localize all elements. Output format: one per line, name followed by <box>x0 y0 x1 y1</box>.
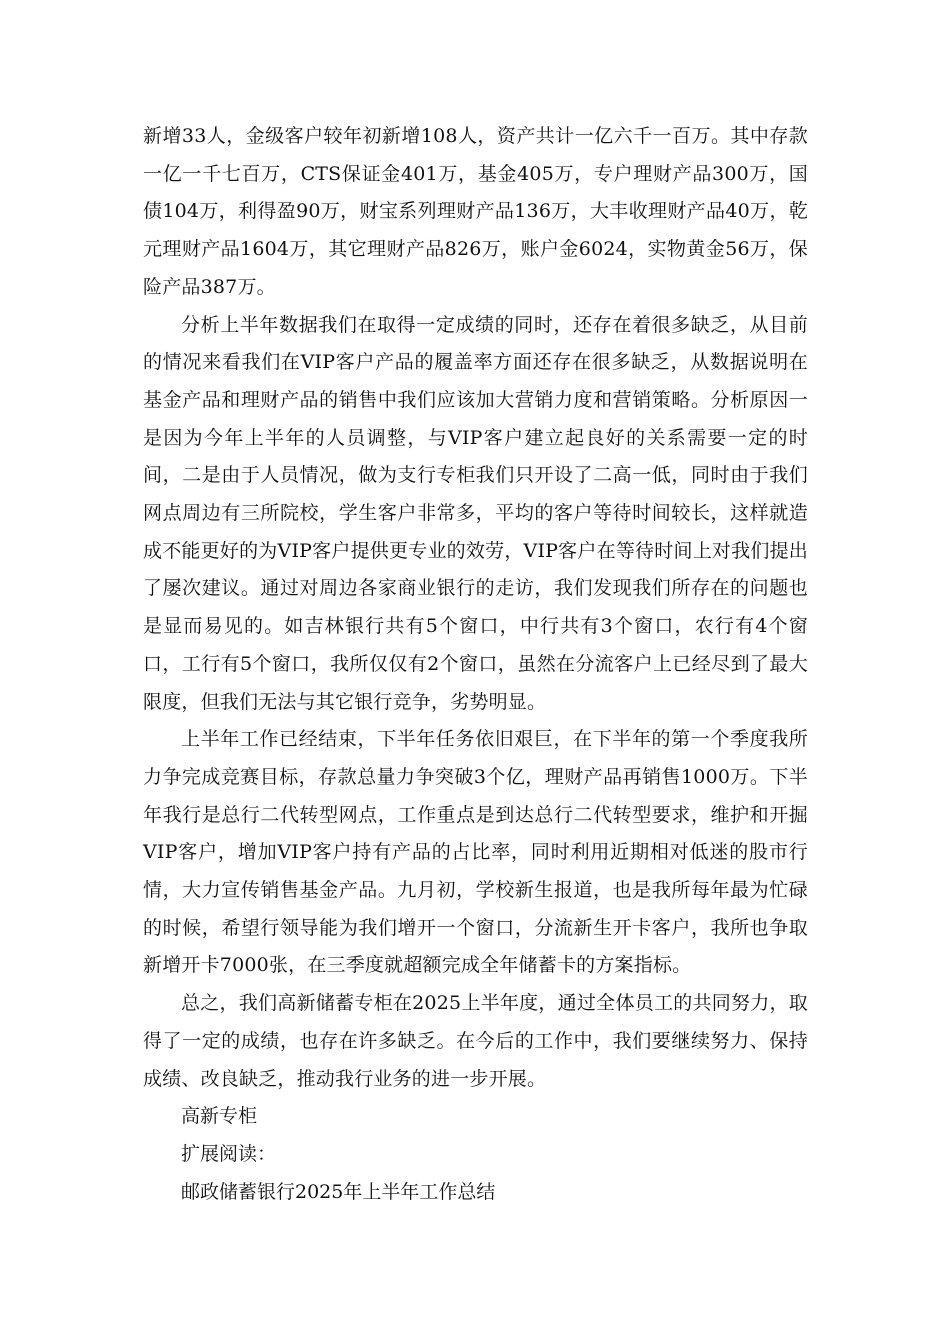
paragraph-analysis: 分析上半年数据我们在取得一定成绩的同时，还存在着很多缺乏，从目前的情况来看我们在VIP客户产品的履盖率方面还存在很多缺乏，从数据说明在基金产品和理财产品的销售中我们应该加大营销力度和营销策略。分析原因一是因为今年上半年的人员调整，与VIP客户建立起良好的关系需要一定的时间，二是由于人员情况，做为支行专柜我们只开设了二高一低，同时由于我们网点周边有三所院校，学生客户非常多，平均的客户等待时间较长，这样就造成不能更好的为VIP客户提供更专业的效劳，VIP客户在等待时间上对我们提出了屡次建议。通过对周边各家商业银行的走访，我们发现我们所存在的问题也是显而易见的。如吉林银行共有5个窗口，中行共有3个窗口，农行有4个窗口，工行有5个窗口，我所仅仅有2个窗口，虽然在分流客户上已经尽到了最大限度，但我们无法与其它银行竞争，劣势明显。 <box>143 313 808 713</box>
paragraph-second-half-plan: 上半年工作已经结束，下半年任务依旧艰巨，在下半年的第一个季度我所力争完成竞赛目标，存款总量力争突破3个亿，理财产品再销售1000万。下半年我行是总行二代转型网点，工作重点是到达总行二代转型要求，维护和开掘VIP客户，增加VIP客户持有产品的占比率，同时利用近期相对低迷的股市行情，大力宣传销售基金产品。九月初，学校新生报道，也是我所每年最为忙碌的时候，希望行领导能为我们增开一个窗口，分流新生开卡客户，我所也争取新增开卡7000张，在三季度就超额完成全年储蓄卡的方案指标。 <box>143 728 808 977</box>
paragraph-conclusion: 总之，我们高新储蓄专柜在2025上半年度，通过全体员工的共同努力，取得了一定的成绩，也存在许多缺乏。在今后的工作中，我们要继续努力、保持成绩、改良缺乏，推动我行业务的进一步开展。 <box>143 992 808 1090</box>
paragraph-assets-summary: 新增33人，金级客户较年初新增108人，资产共计一亿六千一百万。其中存款一亿一千七百万，CTS保证金401万，基金405万，专户理财产品300万，国债104万，利得盈90万，财宝系列理财产品136万，大丰收理财产品40万，乾元理财产品1604万，其它理财产品826万，账户金6024，实物黄金56万，保险产品387万。 <box>143 125 808 298</box>
document-body <box>143 118 808 1211</box>
signature: 高新专柜 <box>181 1105 258 1128</box>
further-reading-label: 扩展阅读： <box>181 1142 277 1165</box>
further-reading-link[interactable]: 邮政储蓄银行2025年上半年工作总结 <box>181 1180 496 1203</box>
